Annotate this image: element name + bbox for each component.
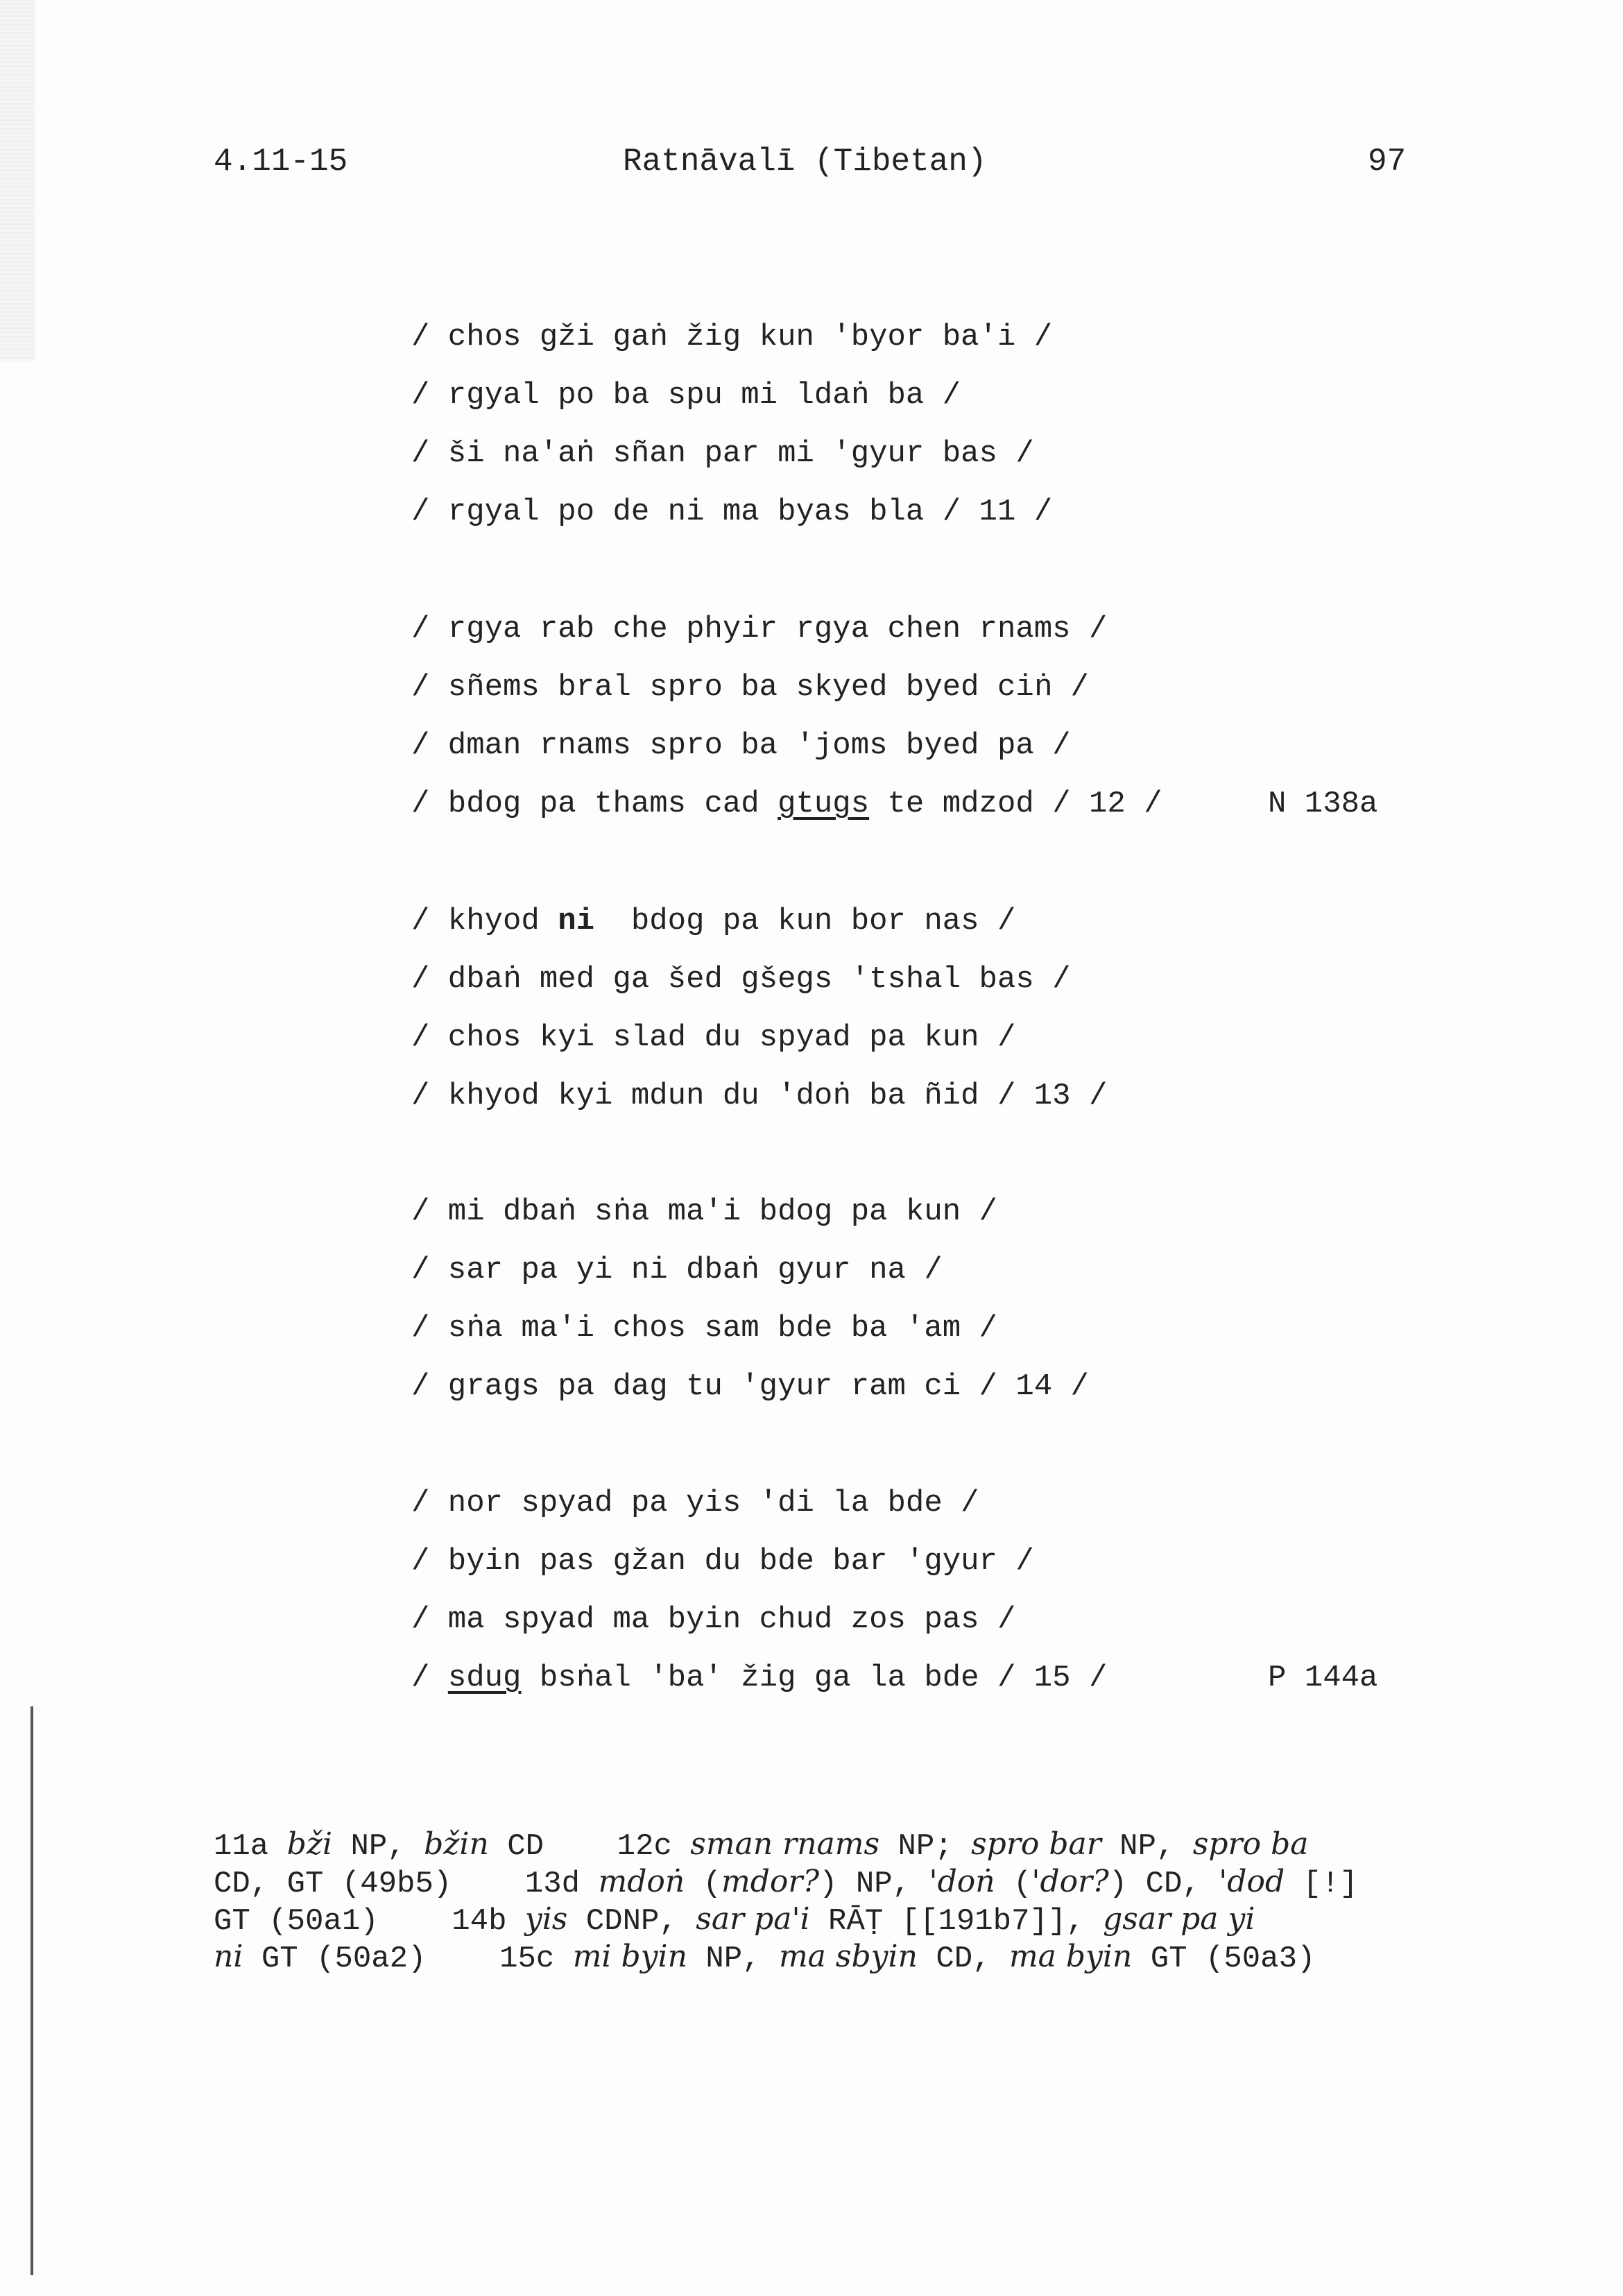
verse-line: / sṅa ma'i chos sam bde ba 'am /	[411, 1311, 997, 1346]
verse-text: / bdog pa thams cad	[411, 787, 778, 821]
verse-line: / rgya rab che phyir rgya chen rnams /	[411, 612, 1108, 646]
apparatus-text: (	[685, 1867, 722, 1901]
stanza-14	[411, 1183, 1590, 1416]
apparatus-text: GT (50a1) 14b	[214, 1904, 525, 1939]
variant-reading: spro bar	[971, 1826, 1101, 1862]
apparatus-text: 11a	[214, 1829, 287, 1864]
apparatus-text: CD, GT (49b5) 13d	[214, 1867, 599, 1901]
verse-text: bsṅal 'ba' žig ga la bde / 15 /	[521, 1661, 1108, 1695]
apparatus-text: ) NP,	[819, 1867, 929, 1901]
apparatus-text: NP;	[879, 1829, 972, 1864]
variant-reading: bži	[286, 1826, 333, 1862]
apparatus-line	[214, 1826, 1587, 1863]
variant-reading: gsar pa yi	[1103, 1901, 1255, 1937]
variant-reading: mi byin	[572, 1939, 687, 1974]
verse-text: bdog pa kun bor nas /	[594, 904, 1016, 939]
variant-reading: mdoṅ	[598, 1864, 685, 1899]
verse-line: / byin pas gžan du bde bar 'gyur /	[411, 1544, 1034, 1579]
variant-reading: 'dod	[1219, 1864, 1285, 1899]
stanza-12	[411, 600, 1590, 833]
verse-line	[411, 1649, 1590, 1707]
apparatus-text: [!]	[1285, 1867, 1358, 1901]
apparatus-text: GT (50a3)	[1132, 1942, 1316, 1976]
variant-reading: 'doṅ	[929, 1864, 995, 1899]
underlined-word: gtugs	[778, 787, 870, 821]
apparatus-text: NP,	[332, 1829, 424, 1864]
apparatus-text: ) CD,	[1108, 1867, 1219, 1901]
verse-line: / chos gži gaṅ žig kun 'byor ba'i /	[411, 320, 1053, 354]
verse-line: / dbaṅ med ga šed gšegs 'tshal bas /	[411, 962, 1071, 997]
variant-reading: ma byin	[1008, 1939, 1133, 1974]
apparatus-text: CD 12c	[488, 1829, 691, 1864]
critical-apparatus	[214, 1826, 1587, 1976]
apparatus-line	[214, 1938, 1587, 1976]
margin-folio-reference: N 138a	[1268, 787, 1378, 821]
apparatus-text: (	[995, 1867, 1032, 1901]
verse-line: / sar pa yi ni dbaṅ gyur na /	[411, 1253, 943, 1287]
verse-text: / khyod	[411, 904, 558, 939]
variant-reading: sman rnams	[690, 1826, 880, 1862]
verse-line: / ši na'aṅ sñan par mi 'gyur bas /	[411, 436, 1034, 471]
variant-reading: yis	[524, 1901, 568, 1937]
apparatus-text: CD,	[917, 1942, 1009, 1976]
apparatus-text: GT (50a2) 15c	[243, 1942, 573, 1976]
running-title: Ratnāvalī (Tibetan)	[623, 144, 987, 180]
page-number: 97	[1368, 144, 1407, 180]
stanza-13	[411, 892, 1590, 1125]
stanza-15	[411, 1474, 1590, 1707]
variant-reading: sar pa'i	[696, 1901, 810, 1937]
apparatus-line	[214, 1901, 1587, 1938]
apparatus-text: RĀṬ [[191b7]],	[809, 1904, 1104, 1939]
apparatus-text: NP,	[1101, 1829, 1193, 1864]
apparatus-line	[214, 1863, 1587, 1901]
variant-reading: spro ba	[1192, 1826, 1309, 1862]
verse-line: / mi dbaṅ sṅa ma'i bdog pa kun /	[411, 1194, 997, 1229]
verse-line	[411, 892, 1590, 950]
variant-reading: bžin	[424, 1826, 489, 1862]
verse-line: / chos kyi slad du spyad pa kun /	[411, 1020, 1016, 1055]
variant-reading: ni	[214, 1939, 243, 1974]
verse-line: / khyod kyi mdun du 'doṅ ba ñid / 13 /	[411, 1079, 1108, 1113]
verse-line: / sñems bral spro ba skyed byed ciṅ /	[411, 670, 1089, 705]
verse-range: 4.11-15	[214, 144, 348, 180]
apparatus-text: CDNP,	[567, 1904, 696, 1939]
verse-text: /	[411, 1661, 448, 1695]
apparatus-text: NP,	[687, 1942, 779, 1976]
verse-line: / grags pa dag tu 'gyur ram ci / 14 /	[411, 1369, 1089, 1404]
margin-folio-reference: P 144a	[1268, 1661, 1378, 1695]
verse-text: te mdzod / 12 /	[869, 787, 1162, 821]
binding-edge-line	[31, 1706, 33, 2275]
verse-line: / ma spyad ma byin chud zos pas /	[411, 1602, 1016, 1637]
stanza-11	[411, 308, 1590, 541]
bold-word: ni	[558, 904, 595, 939]
variant-reading: mdor?	[721, 1864, 820, 1899]
variant-reading: ma sbyin	[778, 1939, 918, 1974]
verse-line: / rgyal po de ni ma byas bla / 11 /	[411, 495, 1053, 529]
verse-line: / nor spyad pa yis 'di la bde /	[411, 1486, 979, 1520]
underlined-word: sdug	[447, 1661, 522, 1695]
verse-line: / rgyal po ba spu mi ldaṅ ba /	[411, 378, 961, 413]
verse-line	[411, 775, 1590, 833]
variant-reading: 'dor?	[1031, 1864, 1109, 1899]
scan-edge-artifact	[0, 0, 35, 361]
verse-line: / dman rnams spro ba 'joms byed pa /	[411, 728, 1071, 763]
